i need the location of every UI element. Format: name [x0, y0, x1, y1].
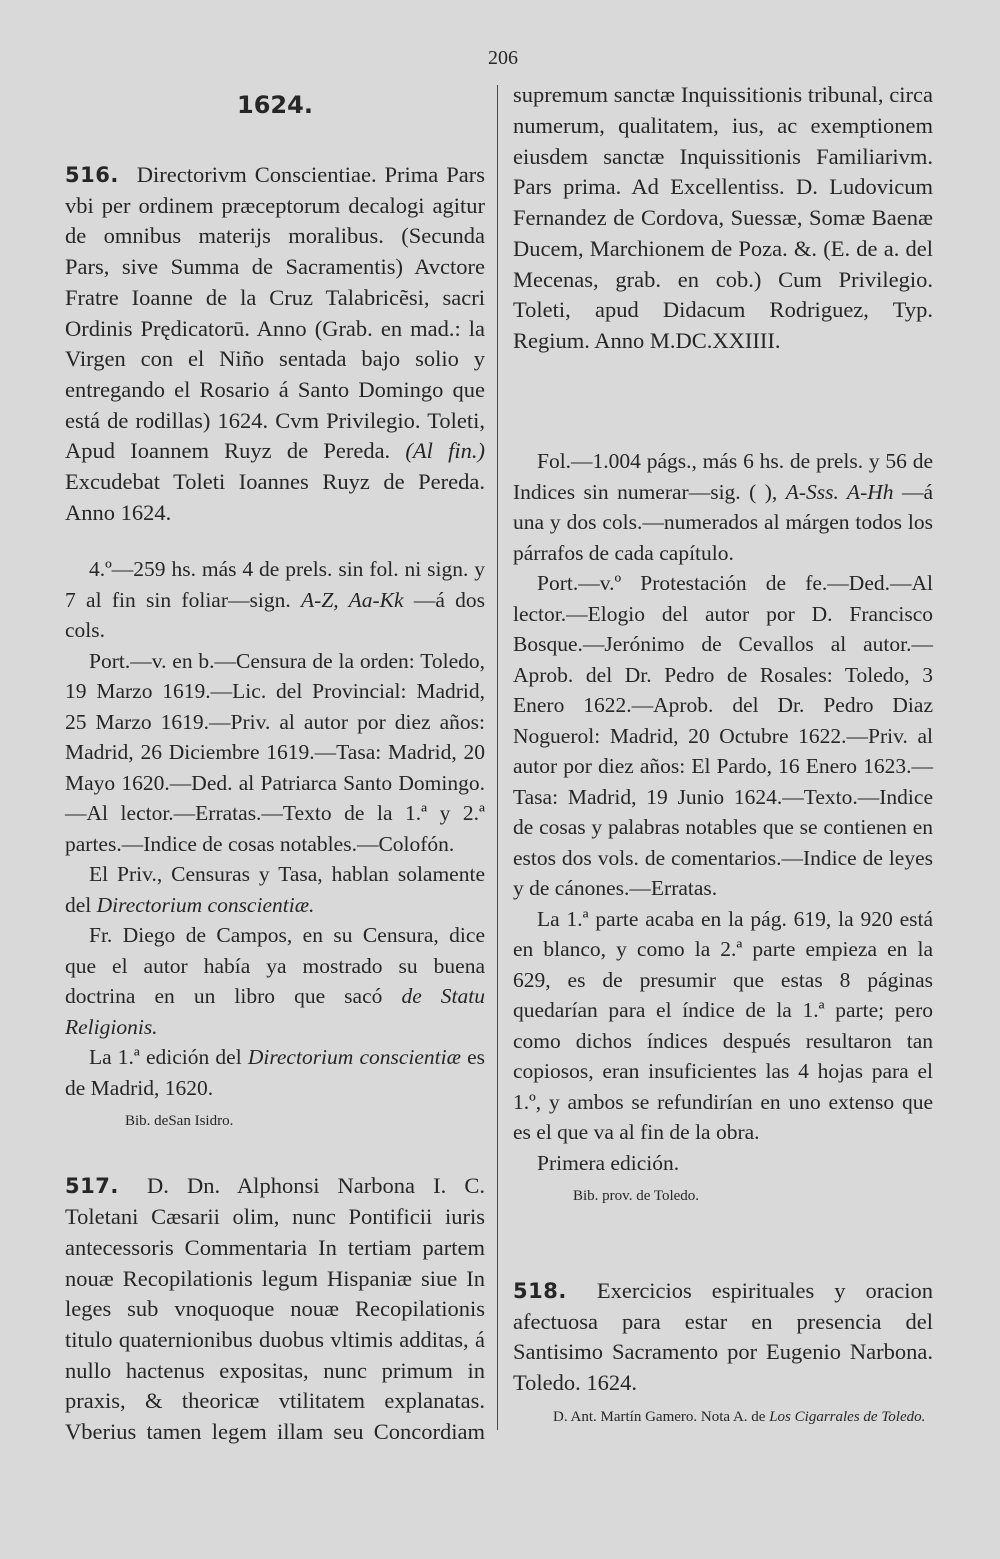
entry-number: 518. — [513, 1279, 567, 1303]
entry-516-note-2 — [65, 920, 485, 1042]
note-text: Fr. Diego de Campos, en su Censura, dice que el autor había ya mostrado su buena doctrina en un libro que sacó — [65, 923, 485, 1009]
collation-text: Fol.—1.004 págs., más 6 hs. de prels. y 56 de Indices sin numerar—sig. ( ), — [513, 449, 933, 504]
source-text: D. Ant. Martín Gamero. Nota A. de — [553, 1408, 766, 1425]
entry-517-note-1: La 1.ª parte acaba en la pág. 619, la 920 está en blanco, y como la 2.ª parte empieza en la 629, es de presumir que estas 8 páginas quedarían para el índice de la 1.ª parte; pero como dichos índices después resultaron tan copiosos, eran insuficientes las 4 hojas para el 1.º, y ambos se refundirían en uno extenso que es el que va al fin de la obra. — [513, 906, 933, 1144]
entry-517-note-2: Primera edición. — [537, 1150, 680, 1175]
entry-516-note-3 — [65, 1042, 485, 1103]
entry-518-source — [553, 1407, 933, 1427]
entry-title-text: Directorivm Conscientiae. Prima Pars vbi per ordinem præceptorum decalogi agitur de omnibus materijs moralibus. (Secunda Pars, sive Summa de Sacramentis) Avctore Fratre Ioanne de la Cruz Talabricẽsi, sacri Ordinis Prędicatorū. Anno (Grab. en mad.: la Virgen con el Niño sentada bajo solio y entregando el Rosario á Santo Domingo que está de rodillas) 1624. Cvm Privilegio. Toleti, Apud Ioannem Ruyz de Pereda. — [65, 162, 485, 464]
collation-text: 4.º—259 hs. más 4 de prels. sin fol. ni sign. y 7 al fin sin foliar—sign. — [65, 557, 485, 612]
entry-title-text: D. Dn. Alphonsi Narbona I. C. Toletani Cæsarii olim, nunc Pontificii iuris antecessoris Commentaria In tertiam partem nouæ Recopilationis legum Hispaniæ siue In leges sub vnoquoque nouæ Recopilationis titulo quaternionibus duobus vltimis additas, á nullo hactenus expositas, nunc primum in praxis, & theoricæ vtilitatem explanatas. Vberius tamen legem illam seu Concordiam — [65, 1173, 485, 1445]
entry-518-title — [513, 1276, 933, 1399]
entry-number: 516. — [65, 163, 119, 187]
note-italic: de Statu Religionis. — [65, 984, 486, 1039]
note-text-end: es de Madrid, 1620. — [65, 1045, 486, 1100]
collation-text-end: —á una y dos cols.—numerados al márgen todos los párrafos de cada capítulo. — [513, 479, 933, 565]
source-italic: Los Cigarrales de Toledo. — [769, 1408, 926, 1425]
entry-516-library: Bib. deSan Isidro. — [125, 1113, 234, 1130]
signatures: A-Z, Aa-Kk — [301, 587, 404, 612]
year-heading: 1624. — [237, 91, 313, 119]
entry-517-library: Bib. prov. de Toledo. — [573, 1188, 700, 1204]
left-column — [65, 82, 485, 1449]
entry-title-continued-text: supremum sanctæ Inquissitionis tribunal, circa numerum, qualitatem, ius, ac exemptionem eiusdem sanctæ Inquissitionis Familiarivm. Pars prima. Ad Excellentiss. D. Ludovicum Fernandez de Cordova, Suessæ, Somæ Baenæ Ducem, Marchionem de Poza. &. (E. de a. del Mecenas, grab. en cob.) Cum Privilegio. Toleti, apud Didacum Rodriguez, Typ. Regium. Anno M.DC.XXIIII. — [513, 82, 933, 353]
entry-516-collation — [65, 554, 485, 646]
right-column — [513, 82, 933, 1427]
entry-517-title-continued — [513, 82, 933, 420]
note-italic: Directorium conscientiæ — [247, 1045, 461, 1070]
entry-517-collation — [513, 446, 933, 568]
collation-text-end: —á dos cols. — [65, 587, 486, 643]
entry-517-contents: Port.—v.º Protestación de fe.—Ded.—Al lector.—Elogio del autor por D. Francisco Bosque.—Jerónimo de Cevallos al autor.—Aprob. del Dr. Pedro de Rosales: Toledo, 3 Enero 1622.—Aprob. del Dr. Pedro Diaz Noguerol: Madrid, 20 Octubre 1622.—Priv. al autor por diez años: El Pardo, 16 Enero 1623.—Tasa: Madrid, 19 Junio 1624.—Texto.—Indice de cosas y palabras notables que se contienen en estos dos vols. de comentarios.—Indice de leyes y de cánones.—Erratas. — [513, 571, 933, 900]
note-italic: Directorium conscientiæ. — [96, 892, 315, 917]
entry-516-note-1 — [65, 859, 485, 920]
note-text: El Priv., Censuras y Tasa, hablan solamente del — [65, 862, 485, 917]
colophon-text: Excudebat Toleti Ioannes Ruyz de Pereda. Anno 1624. — [65, 469, 485, 525]
page-number: 206 — [488, 47, 518, 69]
note-text: La 1.ª edición del — [89, 1045, 242, 1070]
entry-number: 517. — [65, 1174, 119, 1199]
entry-516-contents: Port.—v. en b.—Censura de la orden: Toledo, 19 Marzo 1619.—Lic. del Provincial: Madrid, 25 Marzo 1619.—Priv. al autor por diez años: Madrid, 26 Diciembre 1619.—Tasa: Madrid, 20 Mayo 1620.—Ded. al Patriarca Santo Domingo.—Al lector.—Erratas.—Texto de la 1.ª y 2.ª partes.—Indice de cosas notables.—Colofón. — [65, 648, 485, 856]
entry-516-title — [65, 160, 485, 528]
column-divider — [497, 85, 498, 1430]
entry-title-text: Exercicios espirituales y oracion afectuosa para estar en presencia del Santisimo Sacramento por Eugenio Narbona. Toledo. 1624. — [513, 1278, 933, 1396]
signatures: A-Sss. A-Hh — [785, 479, 894, 504]
colophon-label: (Al fin.) — [405, 438, 486, 464]
entry-517-title — [65, 1171, 485, 1449]
